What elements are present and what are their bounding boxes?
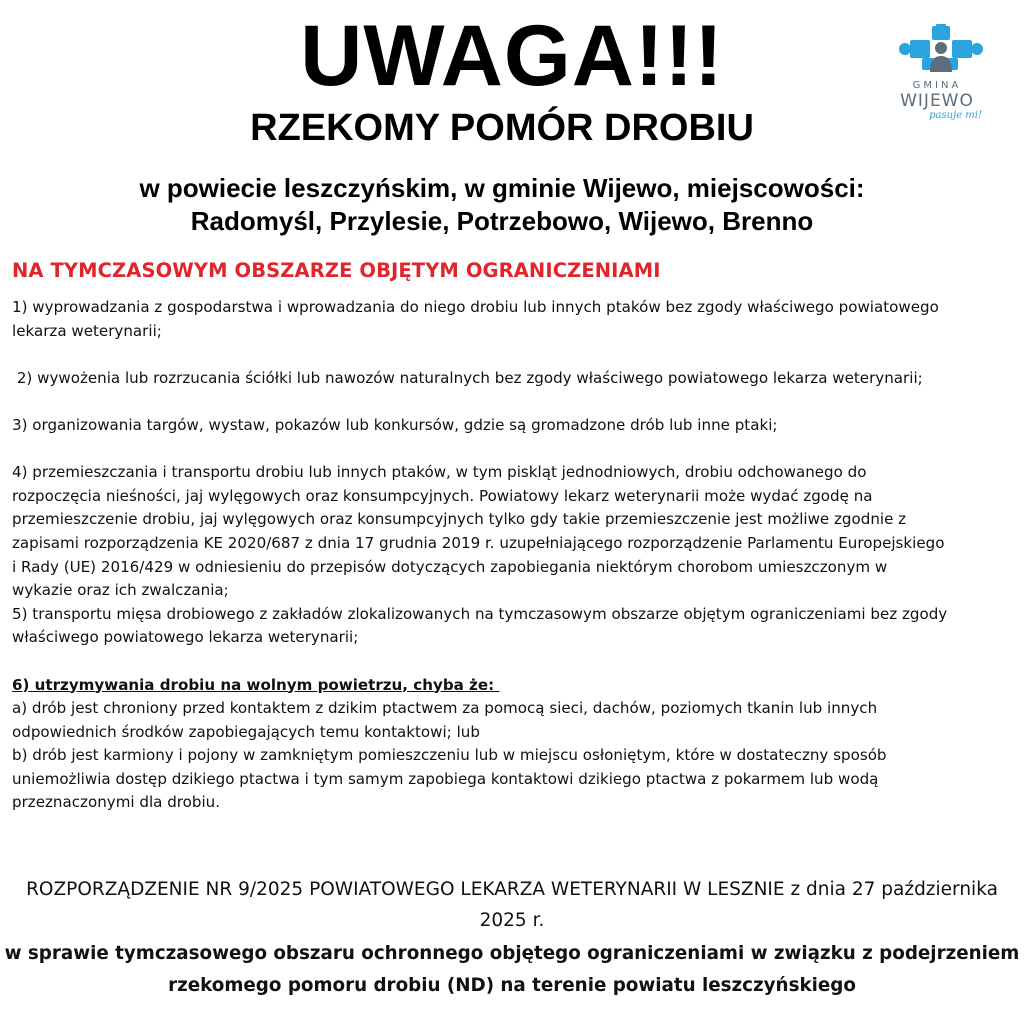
restriction-item-4: 4) przemieszczania i transportu drobiu lub innych ptaków, w tym piskląt jednodniowych, drobiu odchowanego do rozpoczęcia nieśności, jaj wylęgowych oraz konsumpcyjnych. Powiatowy lekarz weterynarii może wydać zgodę na przemieszczenie drobiu, jaj wylęgowych oraz konsumpcyjnych tylko gdy takie przemieszczenie jest możliwe zgodnie z zapisami rozporządzenia KE 2020/687 z dnia 17 grudnia 2019 r. uzupełniającego rozporządzenie Parlamentu Europejskiego i Rady (UE) 2016/429 w odniesieniu do przepisów dotyczących zapobiegania niektórym chorobom umieszczonym w wykazie oraz ich zwalczania; bbox=[12, 463, 950, 600]
restrictions-heading: NA TYMCZASOWYM OBSZARZE OBJĘTYM OGRANICZENIAMI bbox=[12, 259, 661, 282]
location-line-2: Radomyśl, Przylesie, Potrzebowo, Wijewo, Brenno bbox=[190, 206, 814, 236]
restriction-item-6b: b) drób jest karmiony i pojony w zamkniętym pomieszczeniu lub w miejscu osłoniętym, które w dostateczny sposób uniemożliwia dostęp dzikiego ptactwa i tym samym zapobiega kontaktowi dzikiego ptactwa z pokarmem lub wodą przeznaczonymi dla drobiu. bbox=[12, 746, 892, 812]
spacer bbox=[12, 438, 952, 462]
logo-slogan: pasuje mi! bbox=[929, 110, 982, 121]
logo-word-gmina: GMINA bbox=[912, 80, 962, 91]
puzzle-icon bbox=[892, 24, 988, 84]
page-title: UWAGA!!! bbox=[300, 8, 724, 104]
restriction-item-6-heading: 6) utrzymywania drobiu na wolnym powietrzu, chyba że: bbox=[12, 675, 500, 694]
restriction-item-6a: a) drób jest chroniony przed kontaktem z dzikim ptactwem za pomocą sieci, dachów, poziomych tkanin lub innych odpowiednich środków zapobiegających temu kontaktowi; lub bbox=[12, 699, 882, 741]
page-subtitle: RZEKOMY POMÓR DROBIU bbox=[250, 107, 754, 149]
restrictions-list bbox=[12, 296, 952, 815]
restriction-item-2: 2) wywożenia lub rozrzucania ściółki lub nawozów naturalnych bez zgody właściwego powiatowego lekarza weterynarii; bbox=[12, 368, 923, 387]
spacer bbox=[12, 650, 952, 674]
restriction-item-3: 3) organizowania targów, wystaw, pokazów lub konkursów, gdzie są gromadzone drób lub inne ptaki; bbox=[12, 415, 778, 434]
regulation-title: ROZPORZĄDZENIE NR 9/2025 POWIATOWEGO LEKARZA WETERYNARII W LESZNIE z dnia 27 października 2025 r. bbox=[26, 879, 998, 931]
regulation-subject: w sprawie tymczasowego obszaru ochronnego objętego ograniczeniami w związku z podejrzeniem rzekomego pomoru drobiu (ND) na terenie powiatu leszczyńskiego bbox=[4, 943, 1020, 996]
gmina-wijewo-logo bbox=[892, 24, 988, 130]
restriction-item-5: 5) transportu mięsa drobiowego z zakładów zlokalizowanych na tymczasowym obszarze objętym ograniczeniami bez zgody właściwego powiatowego lekarza weterynarii; bbox=[12, 604, 953, 647]
location-line-1: w powiecie leszczyńskim, w gminie Wijewo, miejscowości: bbox=[139, 173, 865, 203]
restriction-item-1: 1) wyprowadzania z gospodarstwa i wprowadzania do niego drobiu lub innych ptaków bez zgody właściwego powiatowego lekarza weterynarii; bbox=[12, 298, 944, 340]
logo-word-wijewo: WIJEWO bbox=[900, 91, 974, 111]
spacer bbox=[12, 390, 952, 414]
spacer bbox=[12, 343, 952, 367]
location-heading bbox=[0, 172, 1004, 238]
